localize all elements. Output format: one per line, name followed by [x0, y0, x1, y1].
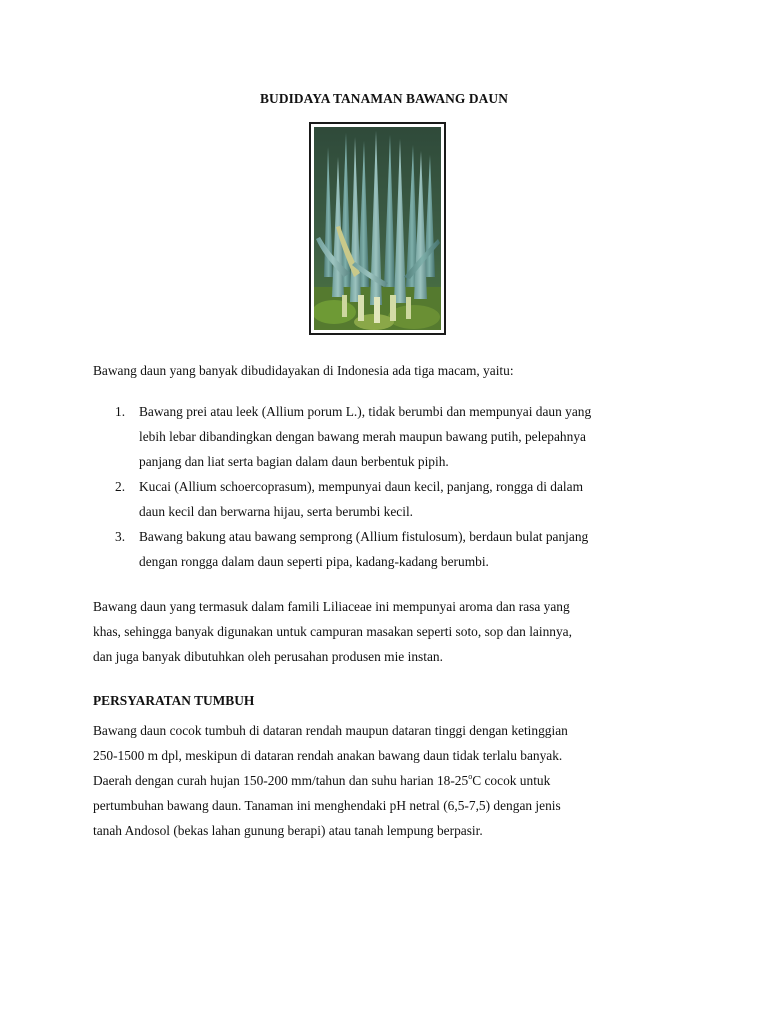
leek-types-list [93, 399, 693, 574]
list-item [93, 399, 693, 474]
paragraph-line: khas, sehingga banyak digunakan untuk campuran masakan seperti soto, sop dan lainnya, [93, 624, 572, 639]
document-title: BUDIDAYA TANAMAN BAWANG DAUN [260, 91, 508, 106]
paragraph-line-temperature [93, 768, 693, 793]
list-item-line: dengan rongga dalam daun seperti pipa, kadang-kadang berumbi. [139, 554, 489, 569]
paragraph-line: 250-1500 m dpl, meskipun di dataran rendah anakan bawang daun tidak terlalu banyak. [93, 748, 563, 763]
paragraph-line: pertumbuhan bawang daun. Tanaman ini menghendaki pH netral (6,5-7,5) dengan jenis [93, 798, 561, 813]
list-item-line: Bawang prei atau leek (Allium porum L.), tidak berumbi dan mempunyai daun yang [139, 404, 592, 419]
section-heading: PERSYARATAN TUMBUH [93, 693, 255, 708]
list-item [93, 474, 693, 524]
list-item-number: 2. [115, 479, 126, 494]
list-item-line: Bawang bakung atau bawang semprong (Allium fistulosum), berdaun bulat panjang [139, 529, 589, 544]
list-item-line: Kucai (Allium schoercoprasum), mempunyai daun kecil, panjang, rongga di dalam [139, 479, 583, 494]
degree-superscript: o [468, 771, 473, 781]
paragraph-line: tanah Andosol (bekas lahan gunung berapi) atau tanah lempung berpasir. [93, 823, 483, 838]
list-item-line: panjang dan liat serta bagian dalam daun berbentuk pipih. [139, 454, 449, 469]
paragraph-line: Bawang daun yang termasuk dalam famili Liliaceae ini mempunyai aroma dan rasa yang [93, 599, 570, 614]
list-item-number: 1. [115, 404, 126, 419]
temperature-unit-text: C cocok untuk [472, 773, 551, 788]
intro-paragraph: Bawang daun yang banyak dibudidayakan di Indonesia ada tiga macam, yaitu: [93, 363, 514, 378]
leek-plants-illustration [314, 127, 441, 330]
paragraph-line: dan juga banyak dibutuhkan oleh perusahan produsen mie instan. [93, 649, 443, 664]
family-paragraph [93, 594, 693, 669]
temperature-text: Daerah dengan curah hujan 150-200 mm/tahun dan suhu harian 18-25 [93, 773, 469, 788]
list-item-number: 3. [115, 529, 126, 544]
paragraph-line: Bawang daun cocok tumbuh di dataran rendah maupun dataran tinggi dengan ketinggian [93, 723, 568, 738]
list-item-line: daun kecil dan berwarna hijau, serta berumbi kecil. [139, 504, 414, 519]
list-item-line: lebih lebar dibandingkan dengan bawang merah maupun bawang putih, pelepahnya [139, 429, 586, 444]
growth-requirements-paragraph [93, 718, 693, 843]
plant-photo [309, 122, 446, 335]
list-item [93, 524, 693, 574]
